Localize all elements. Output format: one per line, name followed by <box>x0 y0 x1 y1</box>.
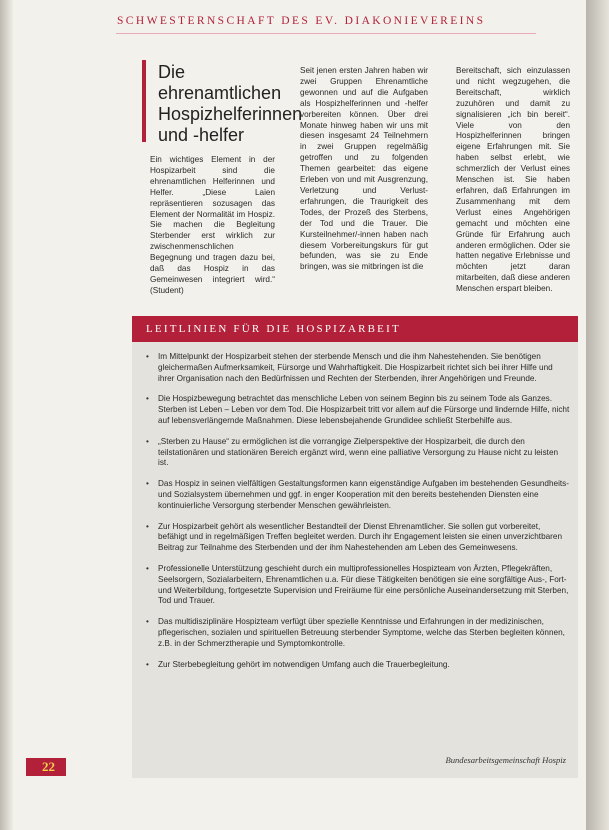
guideline-item: • Professionelle Unterstützung geschieht durch ein multiprofessionelles Hospizteam von Ärzten, Pflegekräften, Seelsorgern, Sozialarbeitern, Ehrenamtlichen u.a. Für diese Tätigkeiten benötigen sie eine sorgfältige Aus-, Fort- und Weiterbildung, fortgesetzte Supervision und Freiräume für eine persönliche Auseinandersetzung mit Sterben, Tod und Trauer. <box>146 564 570 607</box>
guideline-item: • Das Hospiz in seinen vielfältigen Gestaltungsformen kann eigenständige Aufgaben im bestehenden Gesundheits- und Sozialsystem übernehmen und ggf. in enger Kooperation mit den bereits bestehenden Diensten eine kontinuierliche Versorgung sterbender Menschen gewährleisten. <box>146 479 570 511</box>
article-title: Die ehrenamtlichen Hospizhelferinnen und -helfer <box>158 62 303 145</box>
guideline-item: • Zur Hospizarbeit gehört als wesentlicher Bestandteil der Dienst Ehrenamtlicher. Sie sollen gut vorbereitet, befähigt und in regelmäßigen Treffen begleitet werden. Durch ihr Engagement leisten sie einen unverzichtbaren Beitrag zur Teilnahme des Sterbenden und der ihm Nahestehenden am Leben des Gemeinwesens. <box>146 522 570 554</box>
guidelines-source: Bundesarbeitsgemeinschaft Hospiz <box>445 755 566 765</box>
page-number: 22 <box>26 758 66 776</box>
guidelines-box <box>132 316 578 778</box>
running-header: SCHWESTERNSCHAFT DES EV. DIAKONIEVEREINS <box>117 15 486 27</box>
guideline-item: • „Sterben zu Hause“ zu ermöglichen ist die vorrangige Zielperspektive der Hospizarbeit, die durch den teilstationären und stationären Bereich ergänzt wird, wenn eine palliative Versorgung zu Hause nicht zu leisten ist. <box>146 437 570 469</box>
article-column-1: Ein wichtiges Element in der Hospizarbeit sind die ehrenamtlichen Helferinnen und Helfer. „Diese Laien repräsentieren sozusagen das Element der Normalität im Hospiz. Sie machen die Begleitung Sterbender erst wirklich zur zwischenmenschlichen Begegnung und tragen dazu bei, daß das Hospiz in das Gemeinwesen integriert wird.“ (Student) <box>150 155 275 295</box>
guideline-item: • Die Hospizbewegung betrachtet das menschliche Leben von seinem Beginn bis zu seinem Tode als Ganzes. Sterben ist Leben – Leben vor dem Tod. Die Hospizarbeit tritt vor allem auf die Fürsorge und lindernde Hilfe, nicht auf lebensverlängernde Maßnahmen. Diese lebensbejahende Grundidee schließt Sterbehilfe aus. <box>146 394 570 426</box>
guideline-item: • Das multidisziplinäre Hospizteam verfügt über spezielle Kenntnisse und Erfahrungen in der medizinischen, pflegerischen, sozialen und spirituellen Betreuung sterbender Symptome, welche das Sterben begleiten können, z.B. in der Schmerztherapie und Symptomkontrolle. <box>146 617 570 649</box>
book-spine-shadow <box>586 0 609 830</box>
guidelines-heading: LEITLINIEN FÜR DIE HOSPIZARBEIT <box>132 316 578 342</box>
guidelines-list <box>146 352 570 680</box>
header-divider <box>116 33 536 34</box>
guideline-item: • Im Mittelpunkt der Hospizarbeit stehen der sterbende Mensch und die ihm Nahestehenden. Sie benötigen gleichermaßen Aufmerksamkeit, Fürsorge und Wahrhaftigkeit. Die Hospizarbeit richtet sich bei ihrer Hilfe und ihrer Organisation nach den Bedürfnissen und Rechten der Sterbenden, ihrer Angehörigen und Freunde. <box>146 352 570 384</box>
guideline-item: • Zur Sterbebegleitung gehört im notwendigen Umfang auch die Trauerbegleitung. <box>146 660 570 671</box>
title-accent-bar <box>142 60 146 142</box>
article-column-3: Bereitschaft, sich einzulassen und nicht wegzugehen, die Bereitschaft, wirklich zuzuhören und damit zu signalisieren „ich bin bereit“. Viele von den Hospizhelferinnen bringen eigene Erfahrungen mit. Sie haben selbst erlebt, wie schmerzlich der Verlust eines Menschen ist. Sie haben erfahren, daß Erfahrungen im Zusammenhang mit dem Verlust eines Angehörigen gemacht und möchten eine Gründe für Erfahrung auch anderen ermöglichen. Oder sie hatten negative Erlebnisse und möchten jetzt daran mitarbeiten, daß diese anderen Menschen erspart bleiben. <box>456 66 570 294</box>
article-column-2: Seit jenen ersten Jahren haben wir zwei Gruppen Ehrenamtliche gewonnen und auf die Aufgaben als Hospizhelferinnen und -helfer vorbereiten können. Über drei Monate hinweg haben wir uns mit diesen insgesamt 24 Teilnehmern in zwei Gruppen regelmäßig getroffen und zu folgenden Themen gearbeitet: das eigene Erleben von und mit Ausgrenzung, Verletzung und Verlust-erfahrungen, die Traurigkeit des Todes, der Prozeß des Sterbens, der Tod und die Trauer. Die Kursteilnehmer/-innen haben nach diesem Vorbereitungskurs für gut befunden, was sie zu Ende bringen, was sie mitbringen ist die <box>300 66 428 272</box>
